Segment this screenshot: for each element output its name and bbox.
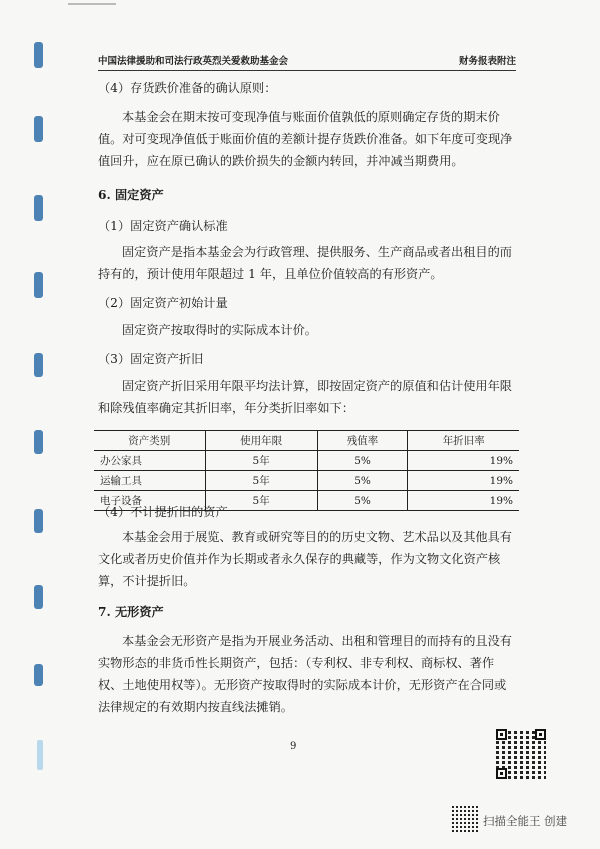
column-header: 残值率 [317,431,408,451]
scan-artifact [68,3,116,5]
table-cell: 5年 [205,471,317,491]
section-6-3-heading: （3）固定资产折旧 [98,352,204,366]
table-cell: 19% [408,491,519,511]
faded-mark [37,740,43,770]
section-6-3-paragraph: 固定资产折旧采用年限平均法计算，即按固定资产的原值和估计使用年限和除残值率确定其折旧率，年分类折旧率如下： [98,379,512,415]
table-header-row [94,431,519,451]
binder-mark [34,116,43,142]
qr-code-icon [496,729,546,779]
section-6-heading: 6. 固定资产 [98,188,164,202]
binder-mark [34,272,43,298]
table-cell: 5% [317,451,408,471]
section-6-1-heading: （1）固定资产确认标准 [98,219,228,233]
section-6-4-heading: （4）不计提折旧的资产 [98,505,228,519]
table-cell: 电子设备 [94,491,205,511]
section-6-4-paragraph: 本基金会用于展览、教育或研究等目的的历史文物、艺术品以及其他具有文化或者历史价值并作为长期或者永久保存的典藏等，作为文物文化资产核算，不计提折旧。 [98,530,512,588]
binder-mark [34,585,43,609]
page-header [98,52,516,71]
binder-mark [34,664,43,686]
table-cell: 5% [317,471,408,491]
binder-mark [34,195,43,221]
page-number: 9 [290,741,297,752]
table-row [94,451,519,471]
section-4-paragraph: 本基金会在期末按可变现净值与账面价值孰低的原则确定存货的期末价值。对可变现净值低于账面价值的差额计提存货跌价准备。如下年度可变现净值回升，应在原已确认的跌价损失的金额内转回，并冲减当期费用。 [98,110,513,168]
table-cell: 运输工具 [94,471,205,491]
section-6-2-heading: （2）固定资产初始计量 [98,296,228,310]
table-cell: 19% [408,471,519,491]
table-cell: 办公家具 [94,451,205,471]
binder-mark [34,430,43,454]
section-6-1-paragraph: 固定资产是指本基金会为行政管理、提供服务、生产商品或者出租目的而持有的，预计使用年限超过 1 年，且单位价值较高的有形资产。 [98,245,512,281]
section-4-heading: （4）存货跌价准备的确认原则： [98,81,277,95]
section-7-paragraph: 本基金会无形资产是指为开展业务活动、出租和管理目的而持有的且没有实物形态的非货币性长期资产，包括：（专利权、非专利权、商标权、著作权、土地使用权等）。无形资产按取得时的实际成本计价，无形资产在合同或法律规定的有效期内按直线法摊销。 [98,634,512,714]
table-cell: 19% [408,451,519,471]
column-header: 年折旧率 [408,431,519,451]
binder-mark [34,42,43,68]
binder-mark [34,509,43,533]
column-header: 资产类别 [94,431,205,451]
column-header: 使用年限 [205,431,317,451]
depreciation-table [94,430,519,511]
table-cell: 5% [317,491,408,511]
header-section-title: 财务报表附注 [458,56,516,67]
scanner-watermark: 扫描全能王 创建 [483,814,568,828]
section-6-2-paragraph: 固定资产按取得时的实际成本计价。 [122,323,317,337]
table-cell: 5年 [205,491,317,511]
scanner-logo-icon [452,806,478,832]
section-7-heading: 7. 无形资产 [98,605,164,619]
binder-mark [34,353,43,377]
table-row [94,471,519,491]
table-cell: 5年 [205,451,317,471]
header-organization: 中国法律援助和司法行政英烈关爱救助基金会 [98,56,289,67]
